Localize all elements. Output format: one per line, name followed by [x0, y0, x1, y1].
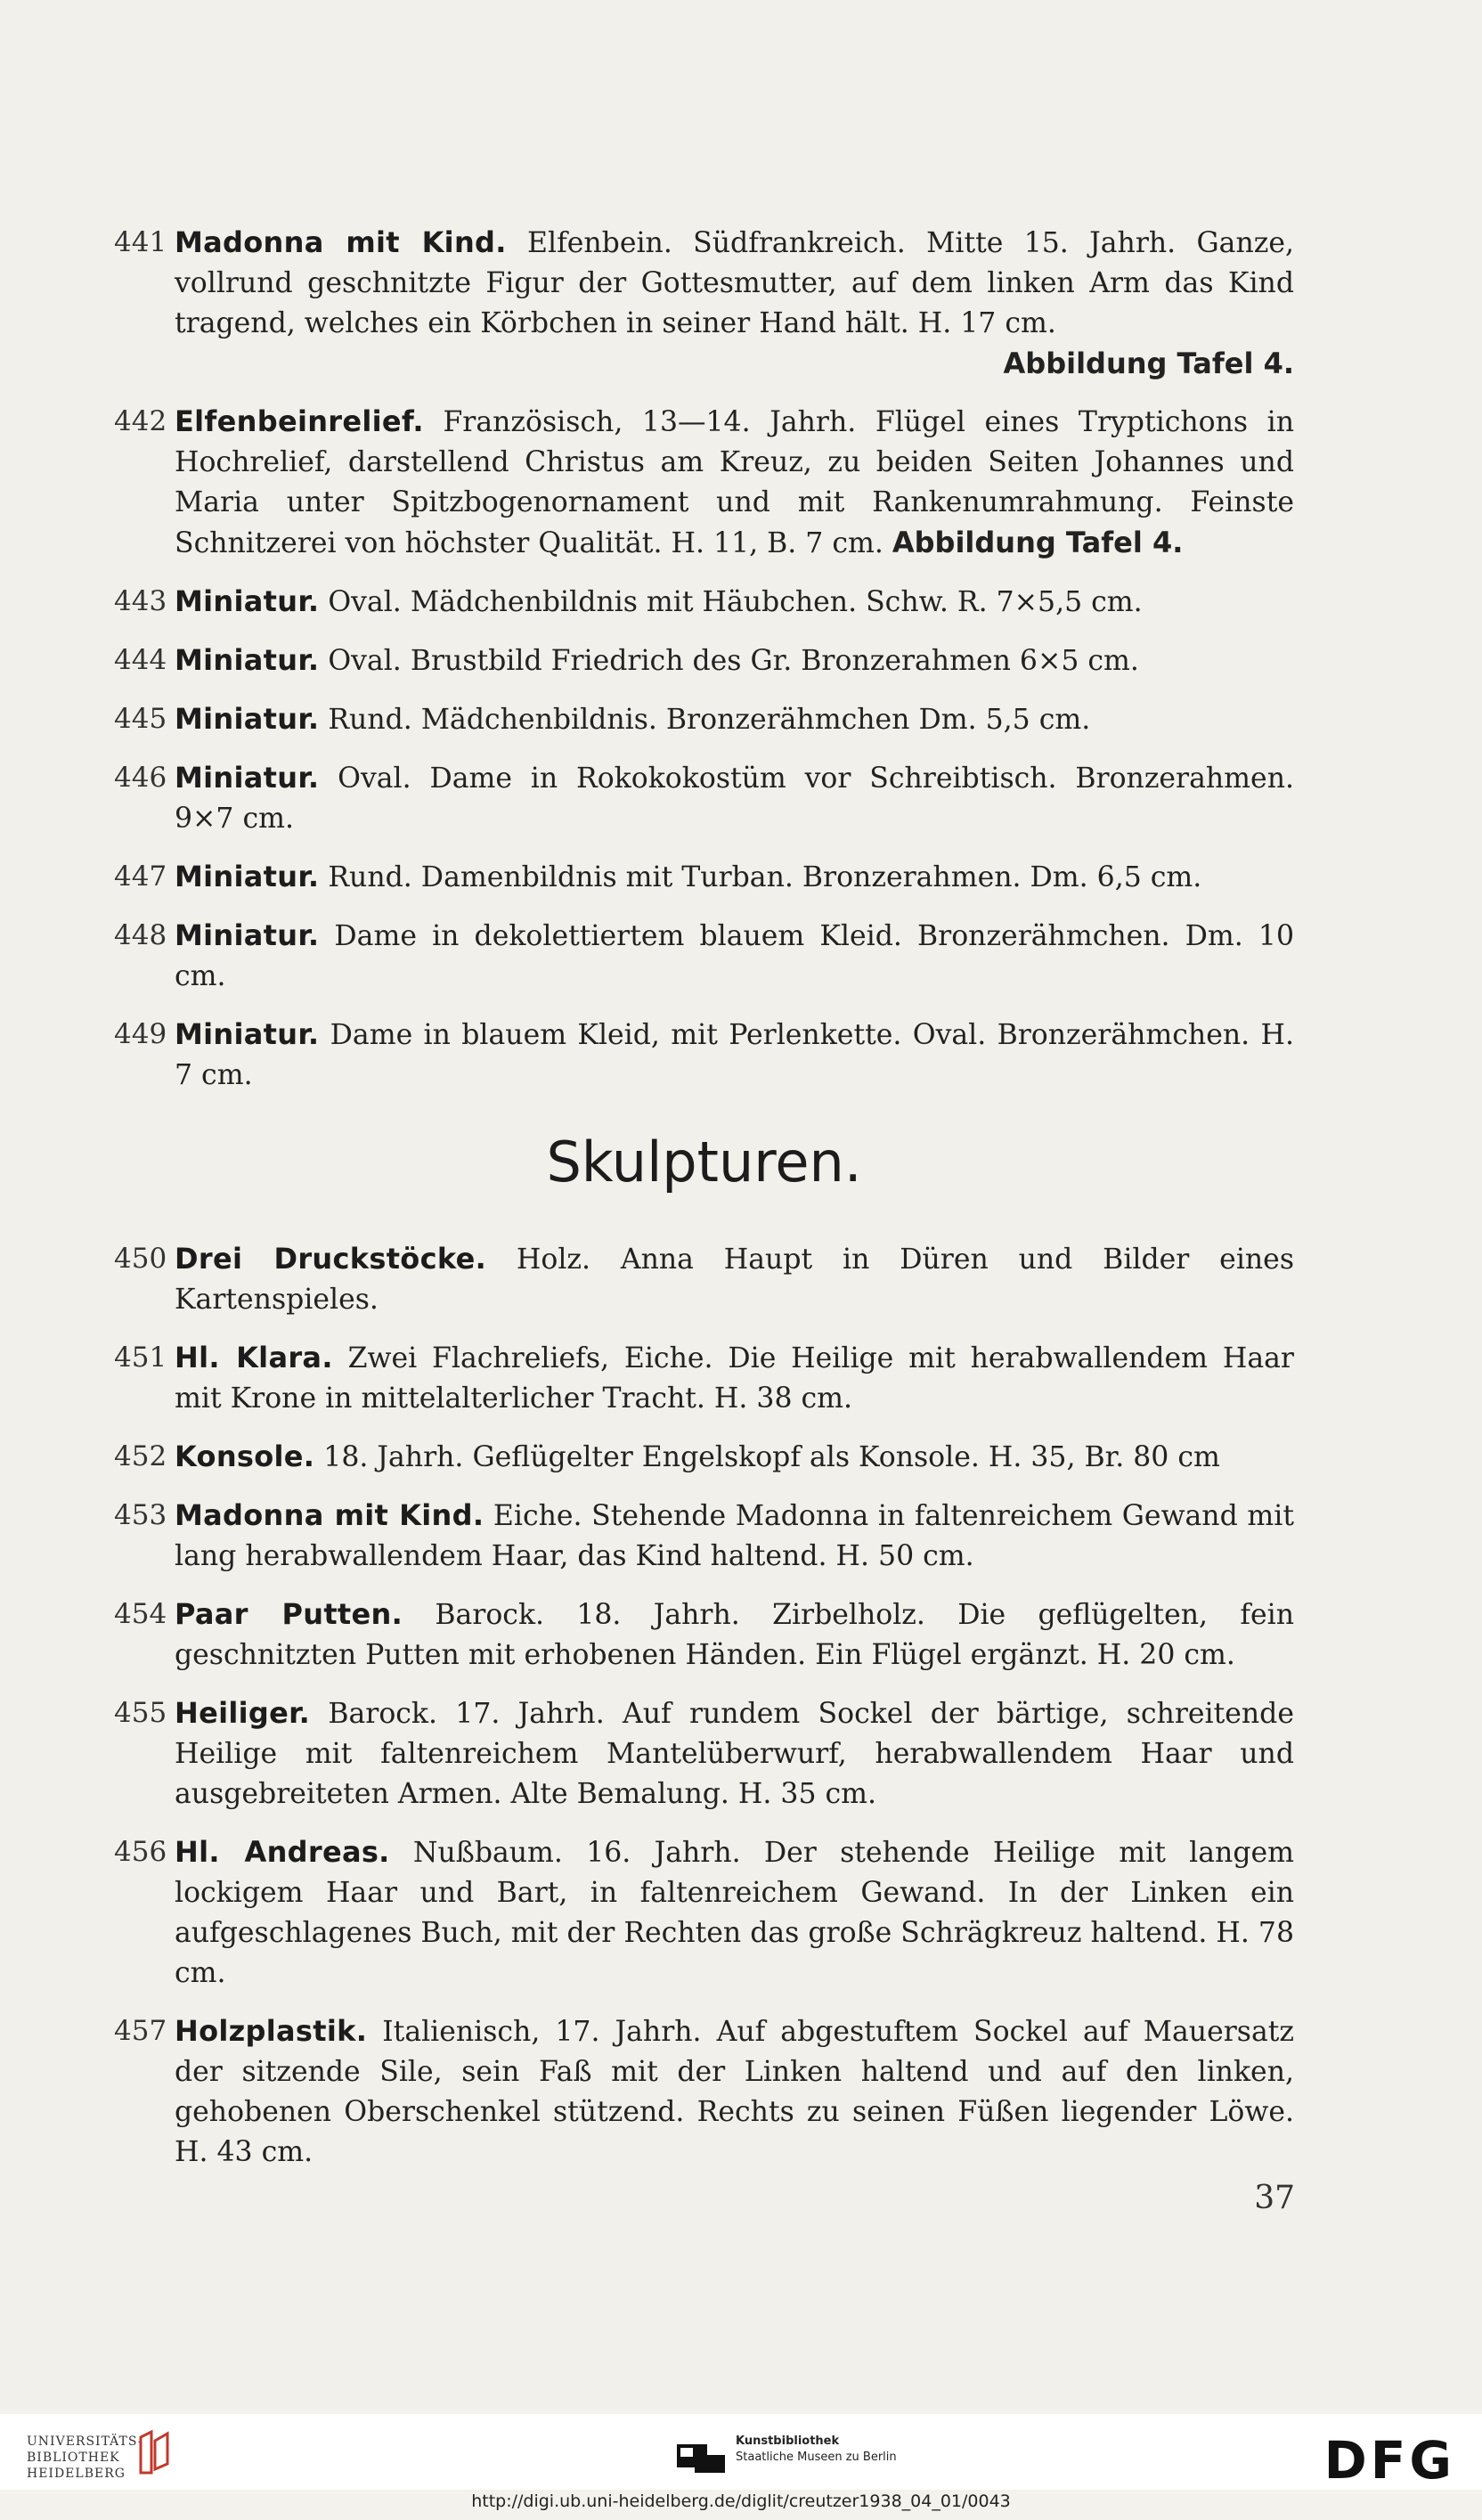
- footer-bar: [0, 2414, 1482, 2490]
- entry-heading: Holzplastik.: [175, 2014, 368, 2048]
- entry-description: 18. Jahrh. Geflügelter Engelskopf als Konsole. H. 35, Br. 80 cm: [314, 1441, 1220, 1473]
- entry-heading: Miniatur.: [175, 702, 320, 736]
- entry-heading: Hl. Klara.: [175, 1341, 333, 1374]
- entry-text: [175, 1832, 1294, 1994]
- entry-description: Eiche. Stehende Madonna in faltenreichem Gewand mit lang herabwallendem Haar, das Kind haltend. H. 50 cm.: [175, 1500, 1294, 1572]
- entry-description: Rund. Damenbildnis mit Turban. Bronzerahmen. Dm. 6,5 cm.: [319, 861, 1202, 893]
- entry-number: 442: [114, 405, 167, 437]
- entry-heading: Madonna mit Kind.: [175, 1498, 484, 1532]
- figure-reference: Abbildung Tafel 4.: [1003, 347, 1294, 380]
- entry-text: [175, 1239, 1294, 1320]
- entry-description: Holz. Anna Haupt in Düren und Bilder eines Kartenspieles.: [175, 1244, 1294, 1316]
- entry-description: Barock. 18. Jahrh. Zirbelholz. Die geflügelten, fein geschnitzten Putten mit erhobenen Händen. Ein Flügel ergänzt. H. 20 cm.: [175, 1599, 1294, 1671]
- entry-number: 455: [114, 1697, 167, 1729]
- entry-number: 444: [114, 644, 167, 676]
- entry-number: 456: [114, 1836, 167, 1868]
- entry-description: Dame in blauem Kleid, mit Perlenkette. Oval. Bronzerähmchen. H. 7 cm.: [175, 1019, 1294, 1091]
- entry-text: [175, 1693, 1294, 1815]
- catalog-entry: [114, 1437, 1294, 1478]
- entry-description: Nußbaum. 16. Jahrh. Der stehende Heilige mit langem lockigem Haar und Bart, in faltenreichem Gewand. In der Linken ein aufgeschlagenes Buch, mit der Rechten das große Schrägkreuz haltend. H. 78 cm.: [175, 1837, 1295, 1989]
- figure-reference: Abbildung Tafel 4.: [892, 526, 1184, 559]
- catalog-entry: [114, 758, 1294, 839]
- entry-number: 454: [114, 1598, 167, 1630]
- catalog-entry: [114, 699, 1294, 740]
- entry-heading: Miniatur.: [175, 584, 320, 618]
- entry-number: 443: [114, 585, 167, 617]
- heidelberg-mark-icon: [134, 2428, 178, 2476]
- logo-text-line: BIBLIOTHEK: [27, 2451, 120, 2465]
- entry-number: 448: [114, 919, 167, 951]
- entry-text: [175, 1338, 1294, 1419]
- catalog-entry: [114, 1015, 1294, 1096]
- entry-number: 452: [114, 1440, 167, 1472]
- entry-number: 447: [114, 860, 167, 893]
- entry-number: 446: [114, 762, 167, 794]
- entry-heading: Paar Putten.: [175, 1597, 403, 1631]
- dfg-logo[interactable]: DFG: [1323, 2430, 1455, 2491]
- entry-text: [175, 699, 1294, 740]
- catalog-entry: [114, 1832, 1294, 1994]
- source-url[interactable]: http://digi.ub.uni-heidelberg.de/diglit/creutzer1938_04_01/0043: [471, 2491, 1011, 2511]
- catalog-entry: [114, 223, 1294, 384]
- entry-description: Dame in dekolettiertem blauem Kleid. Bronzerähmchen. Dm. 10 cm.: [175, 920, 1294, 992]
- catalog-entry: [114, 1338, 1294, 1419]
- kunstbibliothek-name: Kunstbibliothek: [736, 2434, 840, 2448]
- kunstbibliothek-text: [736, 2434, 897, 2466]
- entry-heading: Drei Druckstöcke.: [175, 1242, 487, 1276]
- catalog-entry: [114, 582, 1294, 623]
- entry-text: [175, 1496, 1294, 1577]
- page-number: 37: [1254, 2180, 1295, 2216]
- entry-text: [175, 402, 1294, 564]
- entry-number: 441: [114, 226, 167, 258]
- entry-heading: Miniatur.: [175, 860, 320, 893]
- entry-description: Oval. Brustbild Friedrich des Gr. Bronzerahmen 6×5 cm.: [319, 645, 1139, 677]
- catalog-entry: [114, 640, 1294, 681]
- kunstbibliothek-icon: [677, 2437, 725, 2473]
- entry-description: Oval. Dame in Rokokokostüm vor Schreibtisch. Bronzerahmen. 9×7 cm.: [175, 763, 1294, 835]
- catalog-entry: [114, 1496, 1294, 1577]
- entry-text: [175, 223, 1294, 384]
- entry-description: Zwei Flachreliefs, Eiche. Die Heilige mit herabwallendem Haar mit Krone in mittelalterlicher Tracht. H. 38 cm.: [175, 1342, 1294, 1415]
- entry-text: [175, 916, 1294, 997]
- entry-heading: Miniatur.: [175, 918, 320, 952]
- entry-text: [175, 2011, 1294, 2173]
- entry-description: Französisch, 13—14. Jahrh. Flügel eines Tryptichons in Hochrelief, darstellend Christus am Kreuz, zu beiden Seiten Johannes und Maria unter Spitzbogenornament und mit Rankenumrahmung. Feinste Schnitzerei von höchster Qualität. H. 11, B. 7 cm.: [175, 406, 1294, 559]
- catalog-entry: [114, 2011, 1294, 2173]
- entry-description: Elfenbein. Südfrankreich. Mitte 15. Jahrh. Ganze, vollrund geschnitzte Figur der Gottesmutter, auf dem linken Arm das Kind tragend, welches ein Körbchen in seiner Hand hält. H. 17 cm.: [175, 227, 1294, 339]
- catalog-entry: [114, 1693, 1294, 1815]
- entry-heading: Elfenbeinrelief.: [175, 404, 424, 438]
- entry-number: 457: [114, 2015, 167, 2047]
- entry-number: 449: [114, 1018, 167, 1050]
- entry-heading: Madonna mit Kind.: [175, 225, 507, 259]
- catalog-entry: [114, 1239, 1294, 1320]
- entry-number: 453: [114, 1499, 167, 1531]
- section-title: Skulpturen.: [546, 1130, 862, 1195]
- catalog-content: [114, 223, 1294, 2190]
- entry-heading: Miniatur.: [175, 643, 320, 677]
- entry-text: [175, 1594, 1294, 1676]
- museum-name: Staatliche Museen zu Berlin: [736, 2451, 897, 2464]
- entry-text: [175, 758, 1294, 839]
- catalog-entry: [114, 916, 1294, 997]
- university-library-logo[interactable]: [27, 2434, 143, 2482]
- entry-heading: Miniatur.: [175, 761, 320, 795]
- entry-number: 445: [114, 703, 167, 735]
- entry-text: [175, 1015, 1294, 1096]
- logo-text-line: HEIDELBERG: [27, 2467, 126, 2481]
- logo-text-line: UNIVERSITÄTS-: [27, 2434, 143, 2449]
- entry-heading: Hl. Andreas.: [175, 1835, 390, 1869]
- catalog-entry: [114, 857, 1294, 898]
- entry-heading: Miniatur.: [175, 1017, 320, 1051]
- entry-number: 451: [114, 1342, 167, 1374]
- entry-heading: Konsole.: [175, 1439, 315, 1473]
- catalog-entry: [114, 1594, 1294, 1676]
- entry-text: [175, 640, 1294, 681]
- entry-heading: Heiliger.: [175, 1696, 311, 1730]
- entry-description: Oval. Mädchenbildnis mit Häubchen. Schw. R. 7×5,5 cm.: [319, 586, 1143, 618]
- entry-text: [175, 1437, 1294, 1478]
- entry-text: [175, 582, 1294, 623]
- entry-description: Italienisch, 17. Jahrh. Auf abgestuftem Sockel auf Mauersatz der sitzende Sile, sein Faß mit der Linken haltend und auf den linken, gehobenen Oberschenkel stützend. Rechts zu seinen Füßen liegender Löwe. H. 43 cm.: [175, 2016, 1294, 2168]
- entry-description: Barock. 17. Jahrh. Auf rundem Sockel der bärtige, schreitende Heilige mit faltenreichem Mantelüberwurf, herabwallendem Haar und ausgebreiteten Armen. Alte Bemalung. H. 35 cm.: [175, 1698, 1294, 1810]
- entry-text: [175, 857, 1294, 898]
- entry-description: Rund. Mädchenbildnis. Bronzerähmchen Dm. 5,5 cm.: [319, 704, 1091, 736]
- entry-number: 450: [114, 1243, 167, 1275]
- catalog-entry: [114, 402, 1294, 564]
